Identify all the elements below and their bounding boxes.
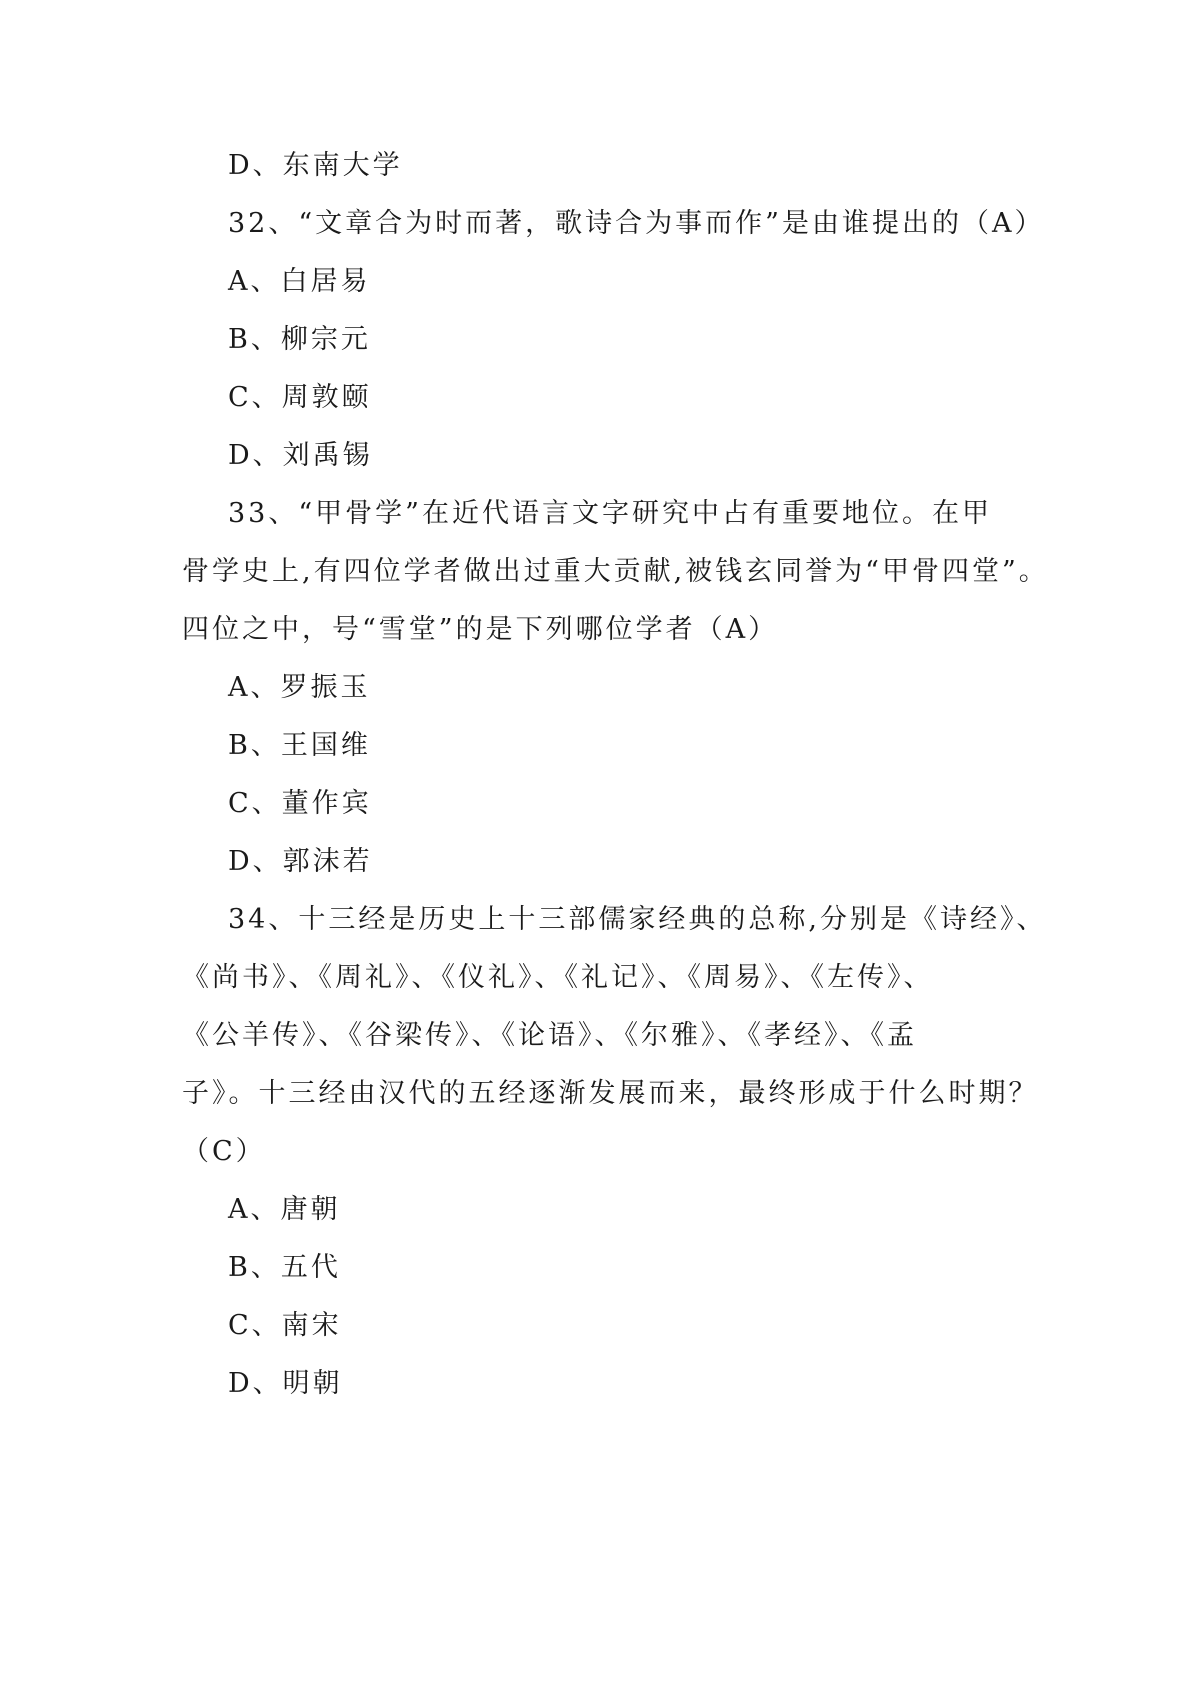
question-33-line-1: 33、“甲骨学”在近代语言文字研究中占有重要地位。在甲	[228, 498, 992, 529]
question-34-line-4: 子》。十三经由汉代的五经逐渐发展而来，最终形成于什么时期？	[182, 1078, 1039, 1109]
option-32-d: D、刘禹锡	[228, 440, 373, 471]
option-34-b: B、五代	[228, 1252, 341, 1283]
question-34-line-3: 《公羊传》、《谷梁传》、《论语》、《尔雅》、《孝经》、《孟	[182, 1020, 917, 1051]
option-32-b: B、柳宗元	[228, 324, 371, 355]
option-34-d: D、明朝	[228, 1368, 343, 1399]
question-33-line-3: 四位之中，号“雪堂”的是下列哪位学者（A）	[182, 614, 779, 645]
option-33-d: D、郭沫若	[228, 846, 373, 877]
question-34-line-2: 《尚书》、《周礼》、《仪礼》、《礼记》、《周易》、《左传》、	[182, 962, 934, 993]
option-33-a: A、罗振玉	[228, 672, 371, 703]
option-31-d: D、东南大学	[228, 150, 403, 181]
option-34-c: C、南宋	[228, 1310, 342, 1341]
question-32-text: 32、“文章合为时而著，歌诗合为事而作”是由谁提出的（A）	[228, 208, 1045, 239]
question-34-line-1: 34、十三经是历史上十三部儒家经典的总称,分别是《诗经》、	[228, 904, 1047, 935]
question-33-line-2: 骨学史上,有四位学者做出过重大贡献,被钱玄同誉为“甲骨四堂”。	[182, 556, 1049, 587]
option-32-a: A、白居易	[228, 266, 371, 297]
option-33-b: B、王国维	[228, 730, 371, 761]
option-33-c: C、董作宾	[228, 788, 372, 819]
option-34-a: A、唐朝	[228, 1194, 341, 1225]
question-34-line-5: （C）	[182, 1136, 266, 1167]
option-32-c: C、周敦颐	[228, 382, 372, 413]
